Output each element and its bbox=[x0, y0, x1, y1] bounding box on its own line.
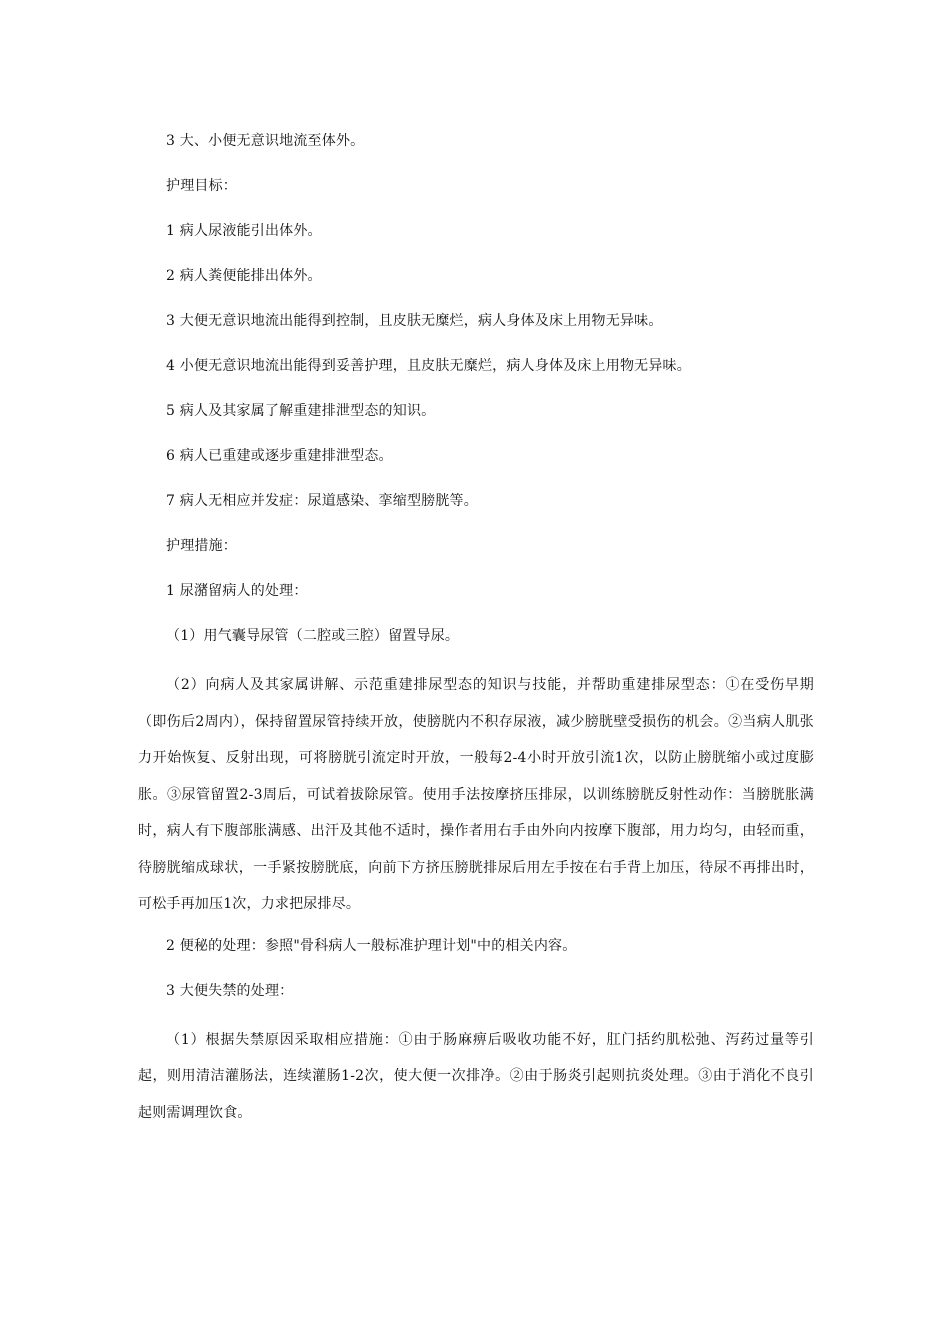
measure-1-step-2: （2）向病人及其家属讲解、示范重建排尿型态的知识与技能，并帮助重建排尿型态：①在受伤早期（即伤后2周内），保持留置尿管持续开放，使膀胱内不积存尿液，减少膀胱壁受损伤的机会。②当病人肌张力开始恢复、反射出现，可将膀胱引流定时开放，一般每2-4小时开放引流1次，以防止膀胱缩小或过度膨胀。③尿管留置2-3周后，可试着拔除尿管。使用手法按摩挤压排尿，以训练膀胱反射性动作：当膀胱胀满时，病人有下腹部胀满感、出汗及其他不适时，操作者用右手由外向内按摩下腹部，用力均匀，由轻而重，待膀胱缩成球状，一手紧按膀胱底，向前下方挤压膀胱排尿后用左手按在右手背上加压，待尿不再排出时，可松手再加压1次，力求把尿排尽。 bbox=[138, 677, 814, 912]
measure-1-heading: 1 尿潴留病人的处理： bbox=[166, 583, 308, 599]
goal-3: 3 大便无意识地流出能得到控制，且皮肤无糜烂，病人身体及床上用物无异味。 bbox=[166, 313, 663, 329]
goal-6: 6 病人已重建或逐步重建排泄型态。 bbox=[166, 448, 393, 464]
heading-nursing-measures: 护理措施： bbox=[166, 538, 237, 554]
goal-2: 2 病人粪便能排出体外。 bbox=[166, 268, 322, 284]
measure-2: 2 便秘的处理：参照"骨科病人一般标准护理计划"中的相关内容。 bbox=[166, 937, 577, 954]
goal-1: 1 病人尿液能引出体外。 bbox=[166, 223, 322, 239]
measure-3-step-1: （1）根据失禁原因采取相应措施：①由于肠麻痹后吸收功能不好，肛门括约肌松弛、泻药过量等引起，则用清洁灌肠法，连续灌肠1-2次，使大便一次排净。②由于肠炎引起则抗炎处理。③由于消化不良引起则需调理饮食。 bbox=[138, 1031, 814, 1121]
paragraph-symptom-3: 3 大、小便无意识地流至体外。 bbox=[166, 133, 365, 149]
goal-5: 5 病人及其家属了解重建排泄型态的知识。 bbox=[166, 403, 436, 419]
document-body bbox=[138, 127, 814, 1140]
heading-nursing-goals: 护理目标： bbox=[166, 178, 237, 194]
measure-3-heading: 3 大便失禁的处理： bbox=[166, 982, 294, 999]
goal-4: 4 小便无意识地流出能得到妥善护理，且皮肤无糜烂，病人身体及床上用物无异味。 bbox=[166, 358, 691, 374]
measure-1-step-1: （1）用气囊导尿管（二腔或三腔）留置导尿。 bbox=[166, 628, 460, 644]
goal-7: 7 病人无相应并发症：尿道感染、挛缩型膀胱等。 bbox=[166, 493, 478, 509]
